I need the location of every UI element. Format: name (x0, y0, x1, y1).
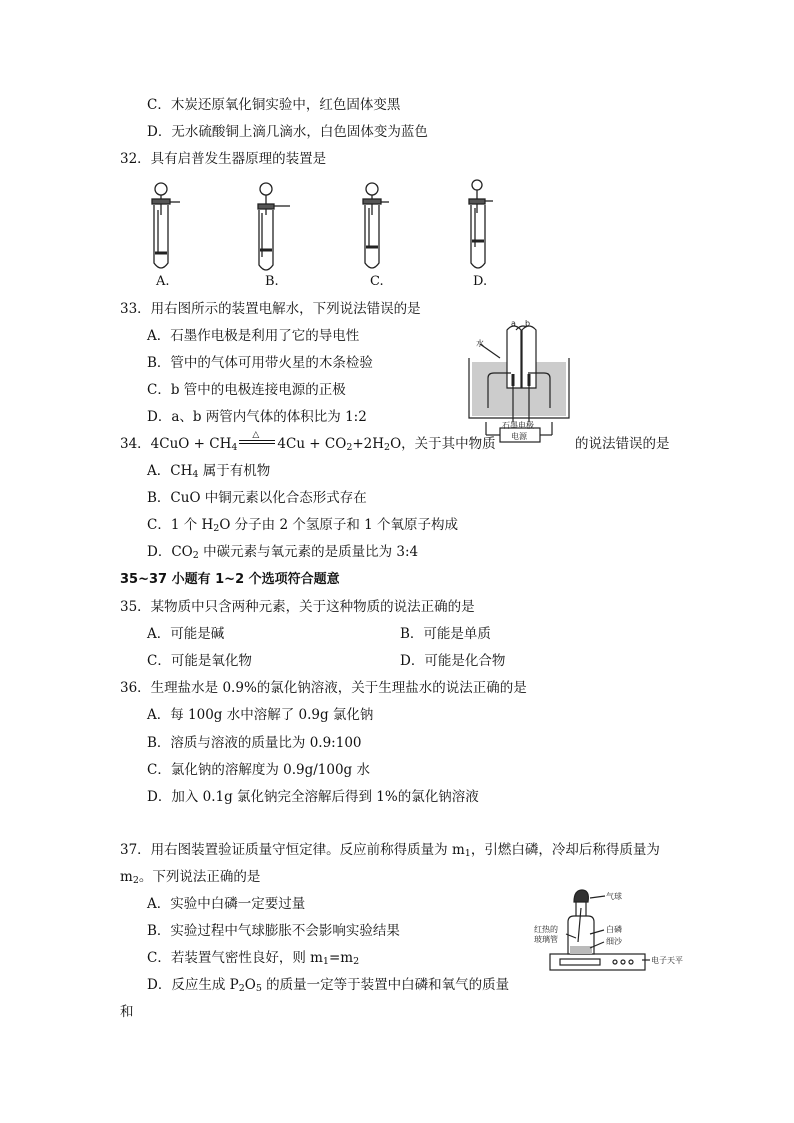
q37-d-sub2: 2 (238, 983, 245, 994)
q37-stem-line1 (120, 841, 660, 863)
q37-c-sub2: 2 (353, 956, 360, 967)
fig37-label-tube1: 红热的 (534, 925, 558, 934)
q34-eq-sub2a: 2 (346, 442, 353, 453)
q37-stem1-sub: 1 (464, 848, 471, 859)
q34-option-d (147, 543, 418, 565)
q32-label-b: B. (265, 274, 279, 289)
q34-option-c (147, 516, 458, 538)
q36-option-c: C．氯化钠的溶解度为 0.9g/100g 水 (147, 762, 370, 778)
q37-d-sub5: 5 (255, 983, 262, 994)
q34-eq-plus: +2H (352, 436, 385, 452)
q34-a-sub: 4 (192, 469, 199, 480)
q34-option-a (147, 462, 270, 484)
q33-electrolysis-figure (466, 318, 576, 443)
q34-option-b: B．CuO 中铜元素以化合态形式存在 (147, 490, 367, 506)
fig37-label-tube2: 玻璃管 (534, 935, 558, 944)
section-note: 35~37 小题有 1~2 个选项符合题意 (120, 572, 340, 587)
q37-stem1-pre: 37．用右图装置验证质量守恒定律。反应前称得质量为 m (120, 842, 465, 858)
q34-c-sub: 2 (213, 523, 220, 534)
q36-option-a: A．每 100g 水中溶解了 0.9g 氯化钠 (147, 707, 374, 723)
fig33-label-electrode: 石墨电极 (502, 421, 534, 430)
q37-c-sub1: 1 (322, 956, 329, 967)
q34-a-pre: A．CH (147, 463, 193, 479)
q37-option-b: B．实验过程中气球膨胀不会影响实验结果 (147, 923, 400, 939)
q36-stem: 36．生理盐水是 0.9%的氯化钠溶液，关于生理盐水的说法正确的是 (120, 680, 527, 696)
q35-option-d: D．可能是化合物 (400, 653, 506, 669)
q34-a-post: 属于有机物 (198, 463, 271, 479)
q34-eq-arrow (239, 430, 275, 448)
fig37-label-balloon: 气球 (606, 892, 622, 901)
q32-apparatus-figure (0, 175, 794, 295)
q37-stem2-post: 。下列说法正确的是 (138, 869, 261, 885)
q34-stem-tail: 的说法错误的是 (575, 436, 670, 452)
q37-option-c (147, 949, 359, 971)
fig37-label-balance: 电子天平 (651, 956, 683, 965)
q32-stem: 32．具有启普发生器原理的装置是 (120, 151, 327, 167)
q33-option-b: B．管中的气体可用带火星的木条检验 (147, 355, 373, 371)
q32-label-c: C. (370, 274, 384, 289)
q36-option-d: D．加入 0.1g 氯化钠完全溶解后得到 1%的氯化钠溶液 (147, 789, 479, 805)
apparatus-c (363, 183, 389, 268)
q34-d-post: 中碳元素与氧元素的是质量比为 3:4 (198, 544, 419, 560)
q31-option-d: D．无水硫酸铜上滴几滴水，白色固体变为蓝色 (147, 124, 428, 140)
q34-eq-delta: △ (252, 430, 260, 440)
q37-stem1-post: ，引燃白磷，冷却后称得质量为 (470, 842, 660, 858)
q34-c-pre: C．1 个 H (147, 517, 214, 533)
fig37-label-phosphorus: 白磷 (606, 925, 622, 934)
q33-stem: 33．用右图所示的装置电解水，下列说法错误的是 (120, 301, 421, 317)
fig33-label-b: b (525, 319, 531, 328)
q37-balance-figure (530, 888, 690, 978)
q34-eq-tail: O，关于其中物质 (390, 436, 496, 452)
q34-c-post: O 分子由 2 个氢原子和 1 个氧原子构成 (219, 517, 459, 533)
q31-option-c: C．木炭还原氧化铜实验中，红色固体变黑 (147, 97, 401, 113)
q33-option-a: A．石墨作电极是利用了它的导电性 (147, 328, 360, 344)
q34-eq-sub4: 4 (231, 442, 238, 453)
q35-option-c: C．可能是氧化物 (147, 653, 252, 669)
apparatus-b (258, 183, 290, 270)
q34-eq-lead: 34．4CuO + CH (120, 436, 232, 452)
q37-option-d (147, 976, 509, 998)
q34-eq-mid: 4Cu + CO (277, 436, 347, 452)
q36-option-b: B．溶质与溶液的质量比为 0.9:100 (147, 735, 362, 751)
fig33-label-a: a (511, 319, 516, 328)
q32-label-d: D. (473, 274, 488, 289)
q35-option-a: A．可能是碱 (147, 626, 225, 642)
q37-c-pre: C．若装置气密性良好，则 m (147, 950, 323, 966)
apparatus-a (152, 183, 180, 268)
q35-option-b: B．可能是单质 (400, 626, 491, 642)
q37-d-post: 的质量一定等于装置中白磷和氧气的质量 (261, 977, 510, 993)
apparatus-d (469, 180, 493, 268)
q37-option-d-cont: 和 (120, 1004, 134, 1020)
q37-stem-line2 (120, 868, 260, 890)
fig33-label-water: 水 (476, 339, 484, 348)
fig33-label-power: 电源 (511, 432, 527, 441)
q35-stem: 35．某物质中只含两种元素，关于这种物质的说法正确的是 (120, 599, 475, 615)
q34-d-pre: D．CO (147, 544, 193, 560)
fig37-label-sand: 细沙 (606, 937, 622, 946)
q37-c-eq: =m (328, 950, 354, 966)
q37-option-a: A．实验中白磷一定要过量 (147, 896, 306, 912)
q33-option-c: C．b 管中的电极连接电源的正极 (147, 382, 346, 398)
q34-d-sub: 2 (192, 550, 199, 561)
q37-stem2-sub: 2 (132, 875, 139, 886)
q37-stem2-pre: m (120, 869, 133, 885)
q33-option-d: D．a、b 两管内气体的体积比为 1:2 (147, 409, 367, 425)
q37-d-mid: O (244, 977, 256, 993)
q37-d-pre: D．反应生成 P (147, 977, 239, 993)
q34-equation (120, 430, 496, 457)
q32-label-a: A. (156, 274, 170, 289)
q34-eq-sub2b: 2 (384, 442, 391, 453)
